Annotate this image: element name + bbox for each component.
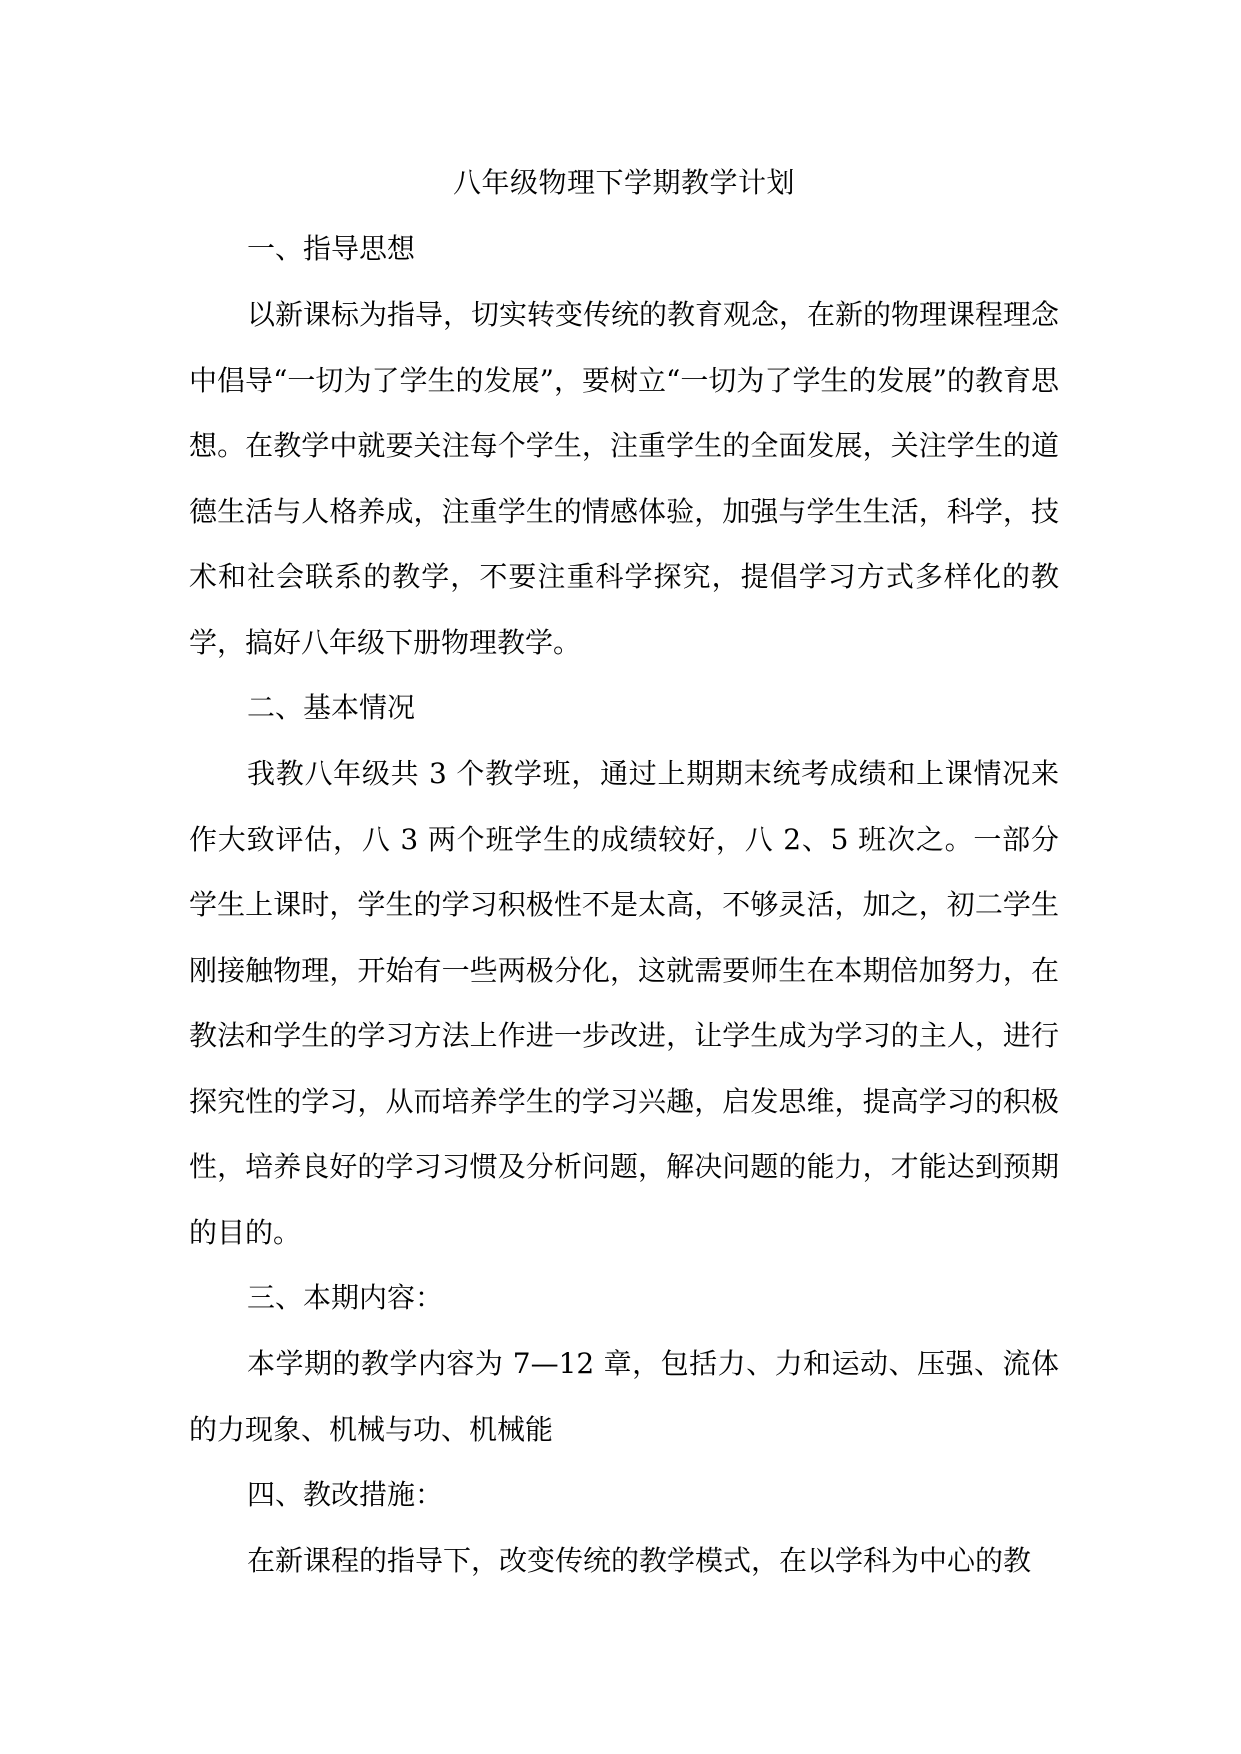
section-heading: 一、指导思想 bbox=[247, 232, 416, 265]
document-title: 八年级物理下学期教学计划 bbox=[452, 166, 795, 199]
document-body bbox=[189, 150, 1059, 1594]
section-guiding-ideology bbox=[189, 216, 1059, 675]
section-heading: 四、教改措施： bbox=[247, 1478, 444, 1511]
section-paragraph: 以新课标为指导，切实转变传统的教育观念，在新的物理课程理念中倡导“一切为了学生的发展”，要树立“一切为了学生的发展”的教育思想。在教学中就要关注每个学生，注重学生的全面发展，关注学生的道德生活与人格养成，注重学生的情感体验，加强与学生生活，科学，技术和社会联系的教学，不要注重科学探究，提倡学习方式多样化的教学，搞好八年级下册物理教学。 bbox=[189, 298, 1060, 659]
section-paragraph: 我教八年级共 3 个教学班，通过上期期末统考成绩和上课情况来作大致评估，八 3 两个班学生的成绩较好，八 2、5 班次之。一部分学生上课时，学生的学习积极性不是太高，不够灵活，加之，初二学生刚接触物理，开始有一些两极分化，这就需要师生在本期倍加努力，在教法和学生的学习方法上作进一步改进，让学生成为学习的主人，进行探究性的学习，从而培养学生的学习兴趣，启发思维，提高学习的积极性，培养良好的学习习惯及分析问题，解决问题的能力，才能达到预期的目的。 bbox=[189, 757, 1059, 1249]
section-paragraph: 本学期的教学内容为 7—12 章，包括力、力和运动、压强、流体的力现象、机械与功、机械能 bbox=[189, 1347, 1059, 1446]
section-paragraph: 在新课程的指导下，改变传统的教学模式，在以学科为中心的教 bbox=[247, 1544, 1032, 1577]
section-heading: 三、本期内容： bbox=[247, 1281, 444, 1314]
section-basic-situation bbox=[189, 675, 1059, 1265]
section-reform-measures bbox=[189, 1462, 1059, 1594]
section-term-content bbox=[189, 1265, 1059, 1462]
section-heading: 二、基本情况 bbox=[247, 691, 416, 724]
